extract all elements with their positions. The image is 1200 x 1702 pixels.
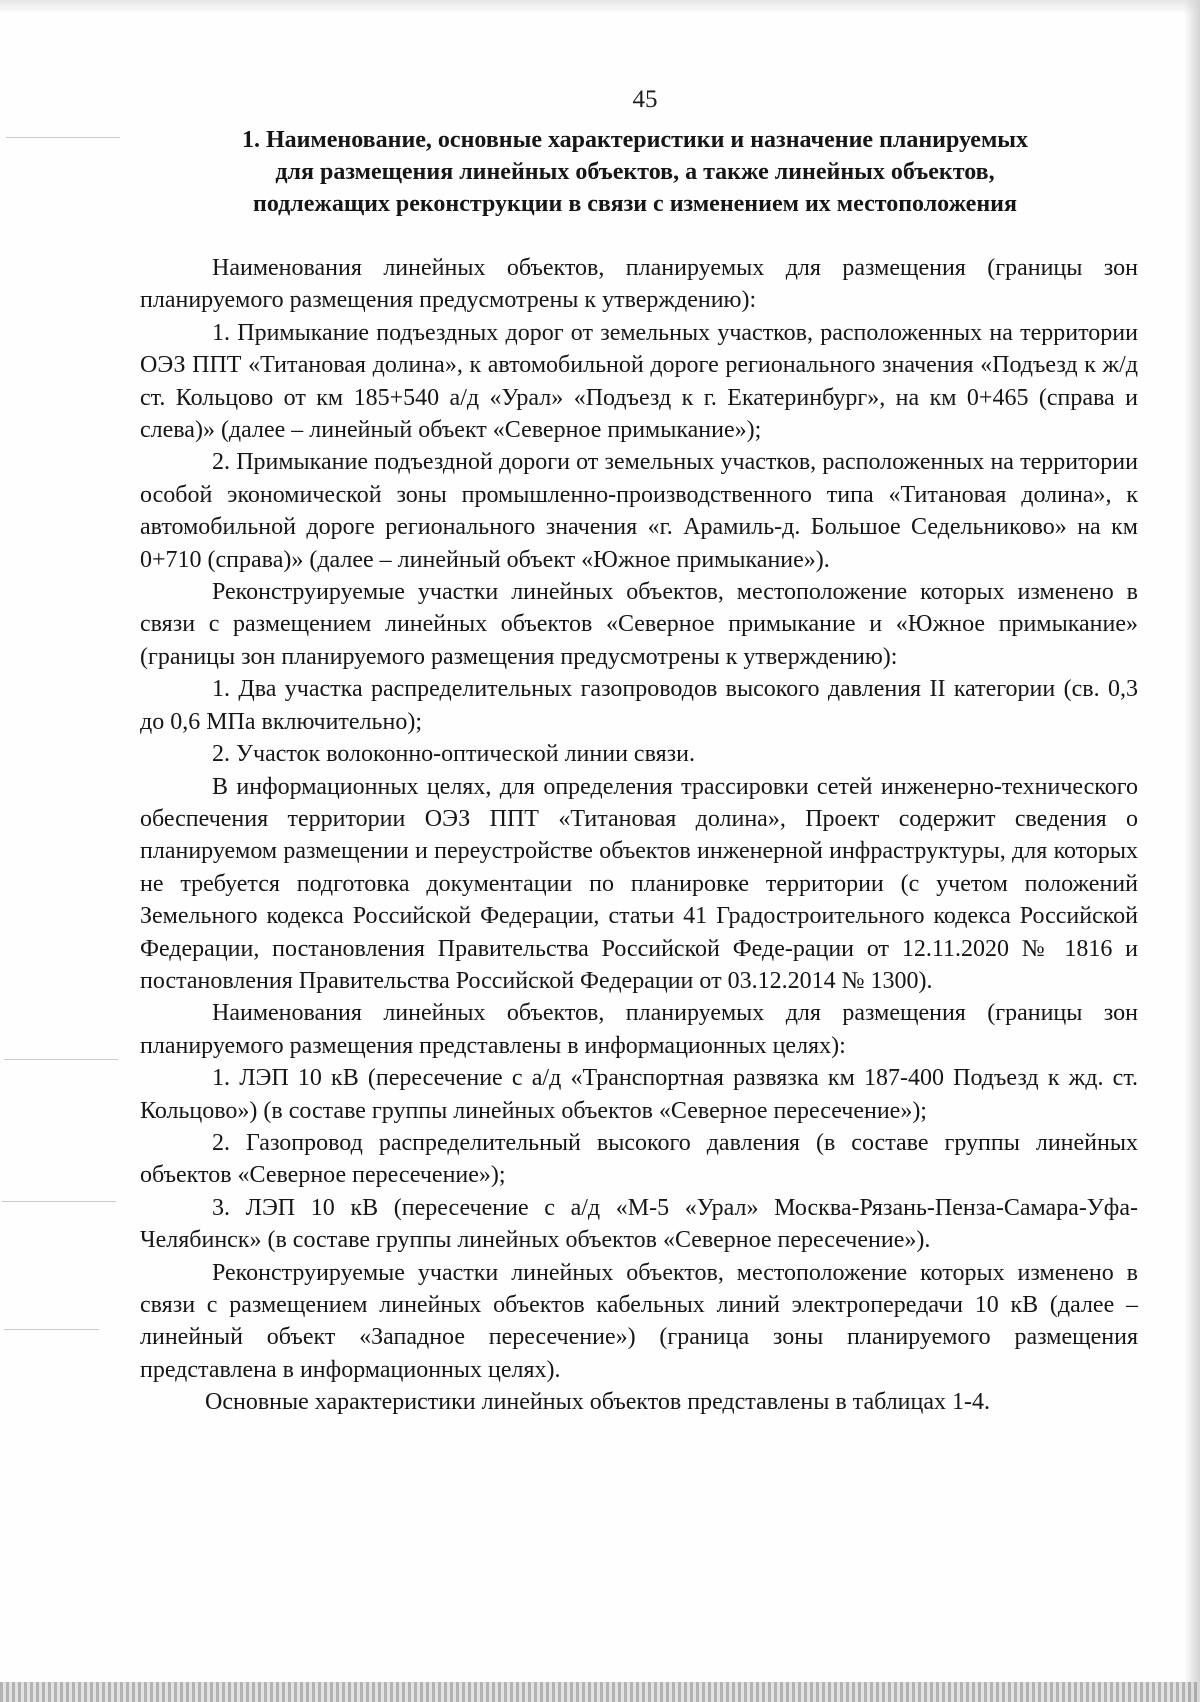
document-body [140, 252, 1138, 1419]
section-title [150, 124, 1120, 220]
bleed-through-text: —————— [2, 1190, 116, 1211]
bleed-through-text: —————— [6, 126, 120, 147]
paragraph: Реконструируемые участки линейных объектов, местоположение которых изменено в связи с размещением линейных объектов «Северное примыкание и «Южное примыкание» (границы зон планируемого размещения предусмотрены к утверждению): [140, 579, 1138, 670]
scan-edge-bottom [0, 1682, 1200, 1702]
bleed-through-text: —————— [4, 1048, 118, 1069]
paragraph: Наименования линейных объектов, планируемых для размещения (границы зон планируемого размещения представлены в информационных целях): [140, 1000, 1138, 1059]
paragraph: В информационных целях, для определения трассировки сетей инженерно-технического обеспечения территории ОЭЗ ППТ «Титановая долина», Проект содержит сведения о планируемом размещении и переустройстве объектов инженерной инфраструктуры, для которых не требуется подготовка документации по планировке территории (с учетом положений Земельного кодекса Российской Федерации, статьи 41 Градостроительного кодекса Российской Федерации, постановления Правительства Российской Феде-рации от 12.11.2020 № 1816 и постановления Правительства Российской Федерации от 03.12.2014 № 1300). [140, 773, 1138, 994]
list-item: 1. Два участка распределительных газопроводов высокого давления II категории (св. 0,3 до 0,6 МПа включительно); [140, 676, 1138, 735]
list-item: 2. Примыкание подъездной дороги от земельных участков, расположенных на территории особой экономической зоны промышленно-производственного типа «Титановая долина», к автомобильной дороге регионального значения «г. Арамиль-д. Большое Седельниково» на км 0+710 (справа)» (далее – линейный объект «Южное примыкание»). [140, 449, 1138, 573]
scan-edge-top [0, 0, 1200, 14]
title-line: для размещения линейных объектов, а также линейных объектов, [275, 159, 995, 185]
page-number: 45 [632, 86, 658, 113]
list-item: 2. Участок волоконно-оптической линии связи. [212, 741, 695, 768]
scan-edge-right [1184, 0, 1200, 1702]
list-item: 3. ЛЭП 10 кВ (пересечение с а/д «М-5 «Урал» Москва-Рязань-Пенза-Самара-Уфа-Челябинск» (в составе группы линейных объектов «Северное пересечение»). [140, 1194, 1138, 1254]
paragraph: Наименования линейных объектов, планируемых для размещения (границы зон планируемого размещения предусмотрены к утверждению): [140, 255, 1138, 314]
bleed-through-text: ————— [4, 1318, 99, 1339]
paragraph: Основные характеристики линейных объектов представлены в таблицах 1-4. [205, 1389, 991, 1416]
list-item: 1. Примыкание подъездных дорог от земельных участков, расположенных на территории ОЭЗ ППТ «Титановая долина», к автомобильной дороге регионального значения «Подъезд к ж/д ст. Кольцово от км 185+540 а/д «Урал» «Подъезд к г. Екатеринбург», на км 0+465 (справа и слева)» (далее – линейный объект «Северное примыкание»); [140, 319, 1138, 444]
paragraph: Реконструируемые участки линейных объектов, местоположение которых изменено в связи с размещением линейных объектов кабельных линий электропередачи 10 кВ (далее – линейный объект «Западное пересечение») (граница зоны планируемого размещения представлена в информационных целях). [140, 1259, 1138, 1383]
list-item: 2. Газопровод распределительный высокого давления (в составе группы линейных объектов «Северное пересечение»); [140, 1129, 1138, 1189]
title-line: 1. Наименование, основные характеристики и назначение планируемых [241, 127, 1029, 153]
list-item: 1. ЛЭП 10 кВ (пересечение с а/д «Транспортная развязка км 187-400 Подъезд к жд. ст. Кольцово») (в составе группы линейных объектов «Северное пересечение»); [140, 1065, 1138, 1124]
title-line: подлежащих реконструкции в связи с изменением их местоположения [253, 191, 1017, 217]
